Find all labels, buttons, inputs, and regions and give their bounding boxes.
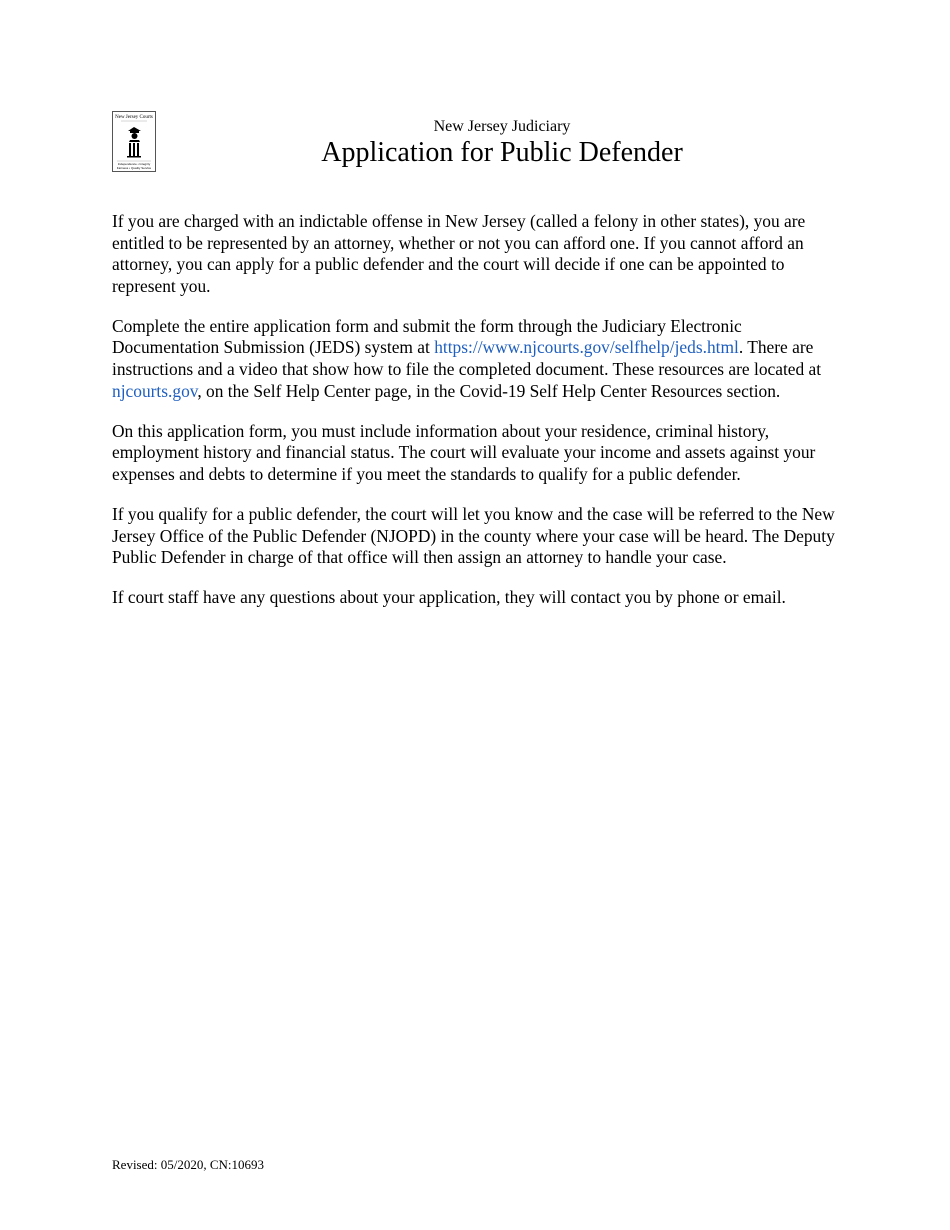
paragraph-form-information: On this application form, you must include information about your residence, criminal history, employment history and financial status. The court will evaluate your income and assets against your expenses and debts to determine if you meet the standards to qualify for a public defender.	[112, 420, 816, 484]
paragraph-qualification: If you qualify for a public defender, the court will let you know and the case will be referred to the New Jersey Office of the Public Defender (NJOPD) in the county where your case will be heard. The Deputy Public Defender in charge of that office will then assign an attorney to handle your case.	[112, 504, 835, 568]
submission-text-middle: . There are instructions and a video that show how to file the completed document. These resources are located at	[112, 337, 822, 380]
njcourts-link[interactable]: njcourts.gov	[112, 380, 198, 401]
svg-text:New Jersey Courts: New Jersey Courts	[115, 115, 153, 120]
paragraph-submission	[112, 316, 842, 402]
nj-courts-logo	[112, 111, 156, 172]
nj-courts-seal-icon	[113, 112, 155, 171]
revision-footer: Revised: 05/2020, CN:10693	[112, 1157, 265, 1172]
organization-name: New Jersey Judiciary	[433, 118, 571, 135]
document-header	[200, 117, 804, 169]
submission-text-end: , on the Self Help Center page, in the Covid-19 Self Help Center Resources section.	[197, 380, 781, 401]
document-body	[112, 211, 842, 627]
paragraph-contact: If court staff have any questions about your application, they will contact you by phone or email.	[112, 587, 786, 608]
svg-text:Fairness • Quality Service: Fairness • Quality Service	[116, 166, 152, 170]
page-title: Application for Public Defender	[321, 137, 683, 168]
paragraph-eligibility: If you are charged with an indictable offense in New Jersey (called a felony in other states), you are entitled to be represented by an attorney, whether or not you can afford one. If you cannot afford an attorney, you can apply for a public defender and the court will decide if one can be appointed to represent you.	[112, 211, 806, 296]
jeds-link[interactable]: https://www.njcourts.gov/selfhelp/jeds.html	[434, 337, 739, 358]
svg-text:Independence • Integrity: Independence • Integrity	[117, 162, 151, 166]
submission-text-start: Complete the entire application form and submit the form through the Judiciary Electronic Documentation Submission (JEDS) system at	[112, 315, 742, 358]
